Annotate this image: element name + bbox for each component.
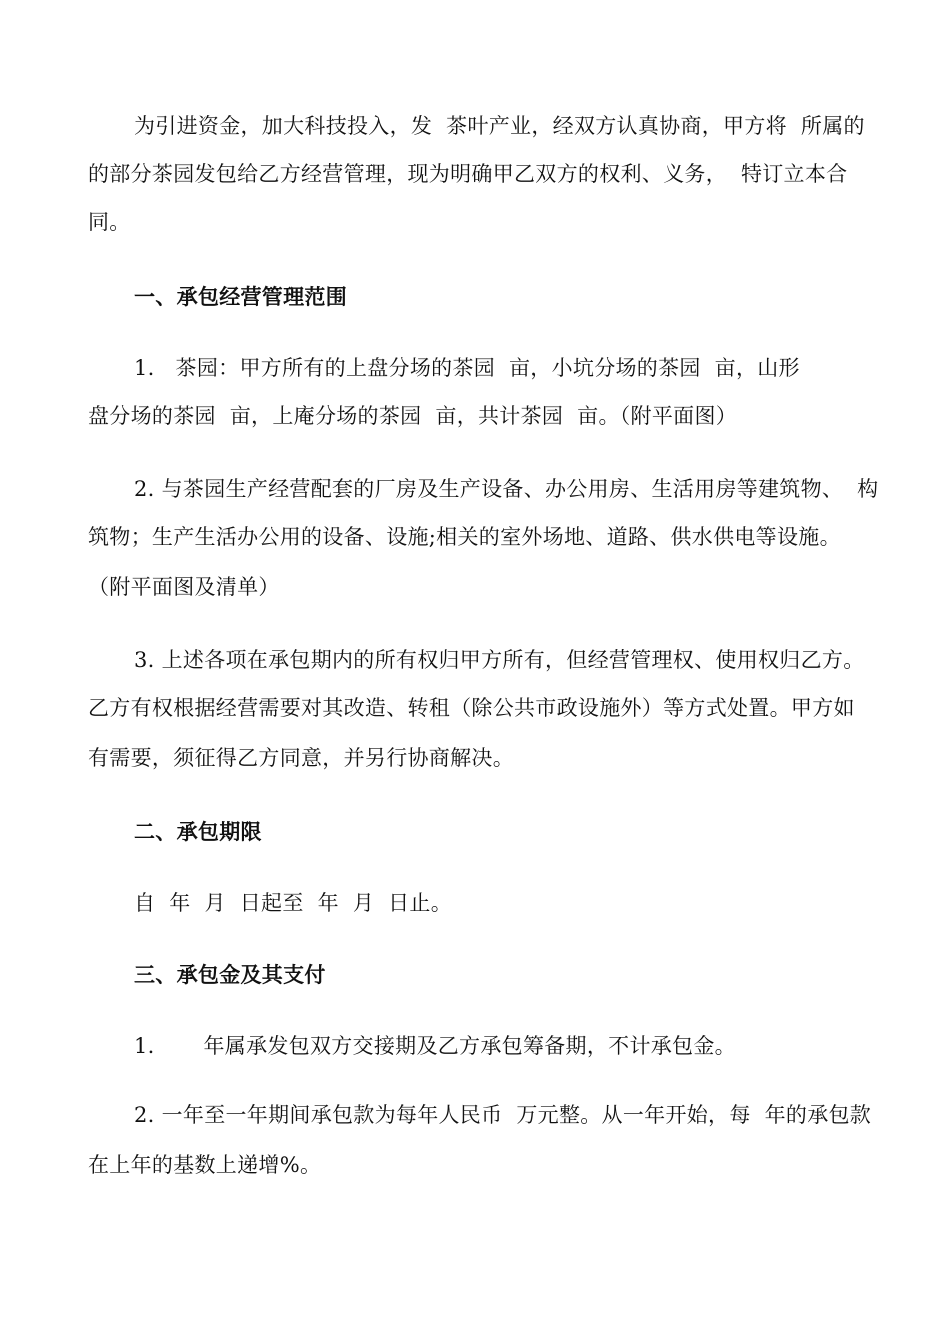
s3-item2-line-1: 2. 一年至一年期间承包款为每年人民币 万元整。从一年开始，每 年的承包款 <box>134 1103 872 1127</box>
s1-item3-line-3: 有需要，须征得乙方同意，并另行协商解决。 <box>88 746 514 770</box>
section-3-heading: 三、承包金及其支付 <box>134 962 326 987</box>
s1-item3-line-2: 乙方有权根据经营需要对其改造、转租（除公共市政设施外）等方式处置。甲方如 <box>88 696 855 720</box>
intro-line-1: 为引进资金，加大科技投入，发 茶叶产业，经双方认真协商，甲方将 所属的 <box>134 114 865 138</box>
s1-item3-line-1: 3. 上述各项在承包期内的所有权归甲方所有，但经营管理权、使用权归乙方。 <box>134 648 865 672</box>
intro-line-3: 同。 <box>88 210 131 234</box>
s3-item2-line-2: 在上年的基数上递增%。 <box>88 1153 322 1177</box>
section-2-heading: 二、承包期限 <box>134 819 262 844</box>
s3-item1-line: 1. 年属承发包双方交接期及乙方承包筹备期，不计承包金。 <box>134 1034 736 1058</box>
intro-line-2: 的部分茶园发包给乙方经营管理，现为明确甲乙双方的权利、义务， 特订立本合 <box>88 162 848 186</box>
s1-item2-line-2: 筑物；生产生活办公用的设备、设施;相关的室外场地、道路、供水供电等设施。 <box>88 525 841 549</box>
s1-item2-line-3: （附平面图及清单） <box>88 575 280 599</box>
s1-item1-line-1: 1. 茶园：甲方所有的上盘分场的茶园 亩，小坑分场的茶园 亩，山形 <box>134 356 800 380</box>
s1-item1-line-2: 盘分场的茶园 亩，上庵分场的茶园 亩，共计茶园 亩。（附平面图） <box>88 404 738 428</box>
s1-item2-line-1: 2. 与茶园生产经营配套的厂房及生产设备、办公用房、生活用房等建筑物、 构 <box>134 477 879 501</box>
s2-term-text: 自 年 月 日起至 年 月 日止。 <box>134 891 453 915</box>
section-1-heading: 一、承包经营管理范围 <box>134 284 347 309</box>
